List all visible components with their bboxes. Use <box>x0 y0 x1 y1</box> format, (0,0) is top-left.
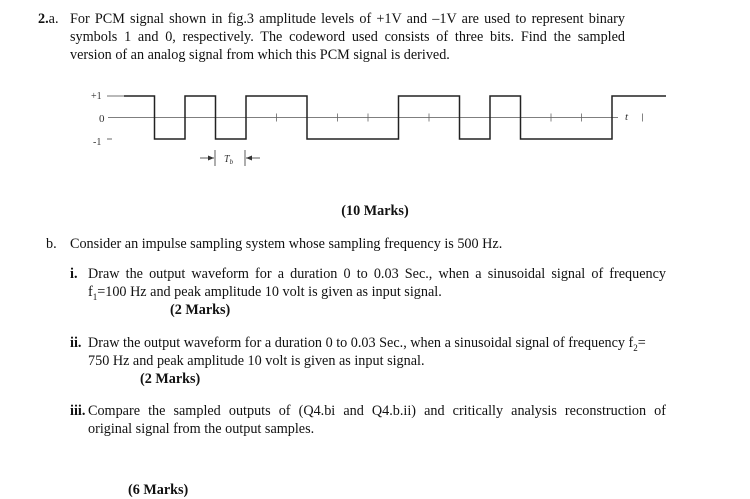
q2b-ii-marks: (2 Marks) <box>140 371 201 387</box>
q2a-marks: (10 Marks) <box>341 203 409 219</box>
f2-equals: = <box>637 335 646 351</box>
tb-subscript: b <box>229 158 234 166</box>
q2a-text-line-2: symbols 1 and 0, respectively. The codeword used consists of three bits. Find the sampled <box>70 29 625 45</box>
question-part-letter: a. <box>48 11 59 27</box>
question-number-bold: 2. <box>38 11 49 27</box>
f1-symbol: f <box>88 284 93 300</box>
f2-text: Draw the output waveform for a duration 0 to 0.03 Sec., when a sinusoidal signal of frequency f <box>88 335 634 351</box>
q2b-i-number: i. <box>70 266 78 282</box>
q2b-final-marks: (6 Marks) <box>128 482 189 498</box>
q2a-text-line-1: For PCM signal shown in fig.3 amplitude levels of +1V and –1V are used to represent binary <box>70 11 625 27</box>
q2b-ii-line-2: 750 Hz and peak amplitude 10 volt is given as input signal. <box>88 353 425 369</box>
q2b-text: Consider an impulse sampling system whose sampling frequency is 500 Hz. <box>70 236 503 252</box>
q2b-ii-number: ii. <box>70 335 82 351</box>
axis-label-t: t <box>625 111 629 123</box>
q2b-iii-line-2: original signal from the output samples. <box>88 421 315 437</box>
q2b-label: b. <box>46 236 57 252</box>
tb-label: T <box>224 154 230 165</box>
f2-subscript: 2 <box>633 342 638 353</box>
q2b-iii-number: iii. <box>70 403 86 419</box>
bit-duration-annotation <box>200 150 260 166</box>
q2b-i-marks: (2 Marks) <box>170 302 231 318</box>
y-label-zero: 0 <box>99 113 105 125</box>
q2a-text-line-3: version of an analog signal from which this PCM signal is derived. <box>70 47 450 63</box>
q2b-i-line-1: Draw the output waveform for a duration 0 to 0.03 Sec., when a sinusoidal signal of frequency <box>88 266 666 282</box>
q2b-iii-line-1: Compare the sampled outputs of (Q4.bi and Q4.b.ii) and critically analysis reconstruction of <box>88 403 666 419</box>
f1-text: =100 Hz and peak amplitude 10 volt is given as input signal. <box>97 284 442 300</box>
svg-text:Tb <box>224 154 234 166</box>
q2b-i-line-2 <box>88 284 442 306</box>
y-label-minus-one: -1 <box>93 137 102 148</box>
y-label-plus-one: +1 <box>91 91 102 102</box>
f1-subscript: 1 <box>92 291 98 302</box>
pcm-waveform-figure <box>0 0 750 200</box>
